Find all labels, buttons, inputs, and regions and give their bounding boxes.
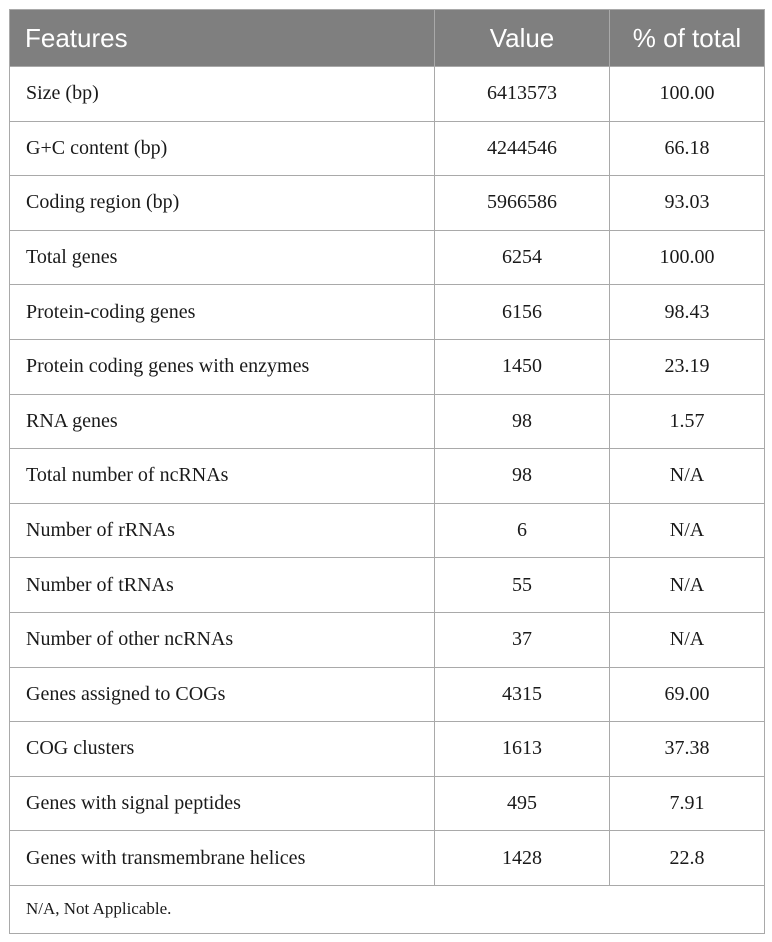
value-cell: 6	[435, 503, 610, 558]
feature-cell: G+C content (bp)	[10, 121, 435, 176]
table-row	[10, 558, 765, 613]
feature-cell: COG clusters	[10, 722, 435, 777]
percent-cell: 23.19	[610, 339, 765, 394]
feature-cell: Genes with transmembrane helices	[10, 831, 435, 886]
percent-cell: 7.91	[610, 776, 765, 831]
feature-cell: Number of other ncRNAs	[10, 612, 435, 667]
value-cell: 1613	[435, 722, 610, 777]
feature-cell: Genes with signal peptides	[10, 776, 435, 831]
percent-cell: N/A	[610, 449, 765, 504]
value-cell: 6254	[435, 230, 610, 285]
table-footnote: N/A, Not Applicable.	[10, 885, 765, 933]
feature-cell: Number of rRNAs	[10, 503, 435, 558]
table-row	[10, 230, 765, 285]
feature-cell: Protein coding genes with enzymes	[10, 339, 435, 394]
feature-cell: Size (bp)	[10, 67, 435, 122]
table-row	[10, 722, 765, 777]
value-cell: 37	[435, 612, 610, 667]
table-row	[10, 503, 765, 558]
table-header-row	[10, 10, 765, 67]
feature-cell: Total genes	[10, 230, 435, 285]
table-row	[10, 831, 765, 886]
table-row	[10, 612, 765, 667]
table-footnote-row	[10, 885, 765, 933]
percent-cell: N/A	[610, 612, 765, 667]
percent-cell: 22.8	[610, 831, 765, 886]
header-value: Value	[435, 10, 610, 67]
value-cell: 5966586	[435, 176, 610, 231]
feature-cell: Coding region (bp)	[10, 176, 435, 231]
header-percent-of-total: % of total	[610, 10, 765, 67]
table-row	[10, 67, 765, 122]
table-row	[10, 667, 765, 722]
feature-cell: RNA genes	[10, 394, 435, 449]
feature-cell: Genes assigned to COGs	[10, 667, 435, 722]
percent-cell: N/A	[610, 558, 765, 613]
table-row	[10, 121, 765, 176]
table-row	[10, 449, 765, 504]
table-row	[10, 285, 765, 340]
percent-cell: 37.38	[610, 722, 765, 777]
percent-cell: 93.03	[610, 176, 765, 231]
percent-cell: 66.18	[610, 121, 765, 176]
value-cell: 1428	[435, 831, 610, 886]
value-cell: 55	[435, 558, 610, 613]
value-cell: 4244546	[435, 121, 610, 176]
percent-cell: 100.00	[610, 230, 765, 285]
table-row	[10, 776, 765, 831]
percent-cell: 100.00	[610, 67, 765, 122]
value-cell: 98	[435, 394, 610, 449]
feature-cell: Protein-coding genes	[10, 285, 435, 340]
feature-cell: Total number of ncRNAs	[10, 449, 435, 504]
percent-cell: N/A	[610, 503, 765, 558]
table-row	[10, 394, 765, 449]
genome-features-table-container	[9, 9, 764, 934]
value-cell: 6413573	[435, 67, 610, 122]
table-row	[10, 176, 765, 231]
value-cell: 1450	[435, 339, 610, 394]
genome-features-table	[9, 9, 765, 934]
value-cell: 495	[435, 776, 610, 831]
value-cell: 4315	[435, 667, 610, 722]
value-cell: 6156	[435, 285, 610, 340]
percent-cell: 1.57	[610, 394, 765, 449]
percent-cell: 69.00	[610, 667, 765, 722]
percent-cell: 98.43	[610, 285, 765, 340]
feature-cell: Number of tRNAs	[10, 558, 435, 613]
value-cell: 98	[435, 449, 610, 504]
table-row	[10, 339, 765, 394]
header-features: Features	[10, 10, 435, 67]
